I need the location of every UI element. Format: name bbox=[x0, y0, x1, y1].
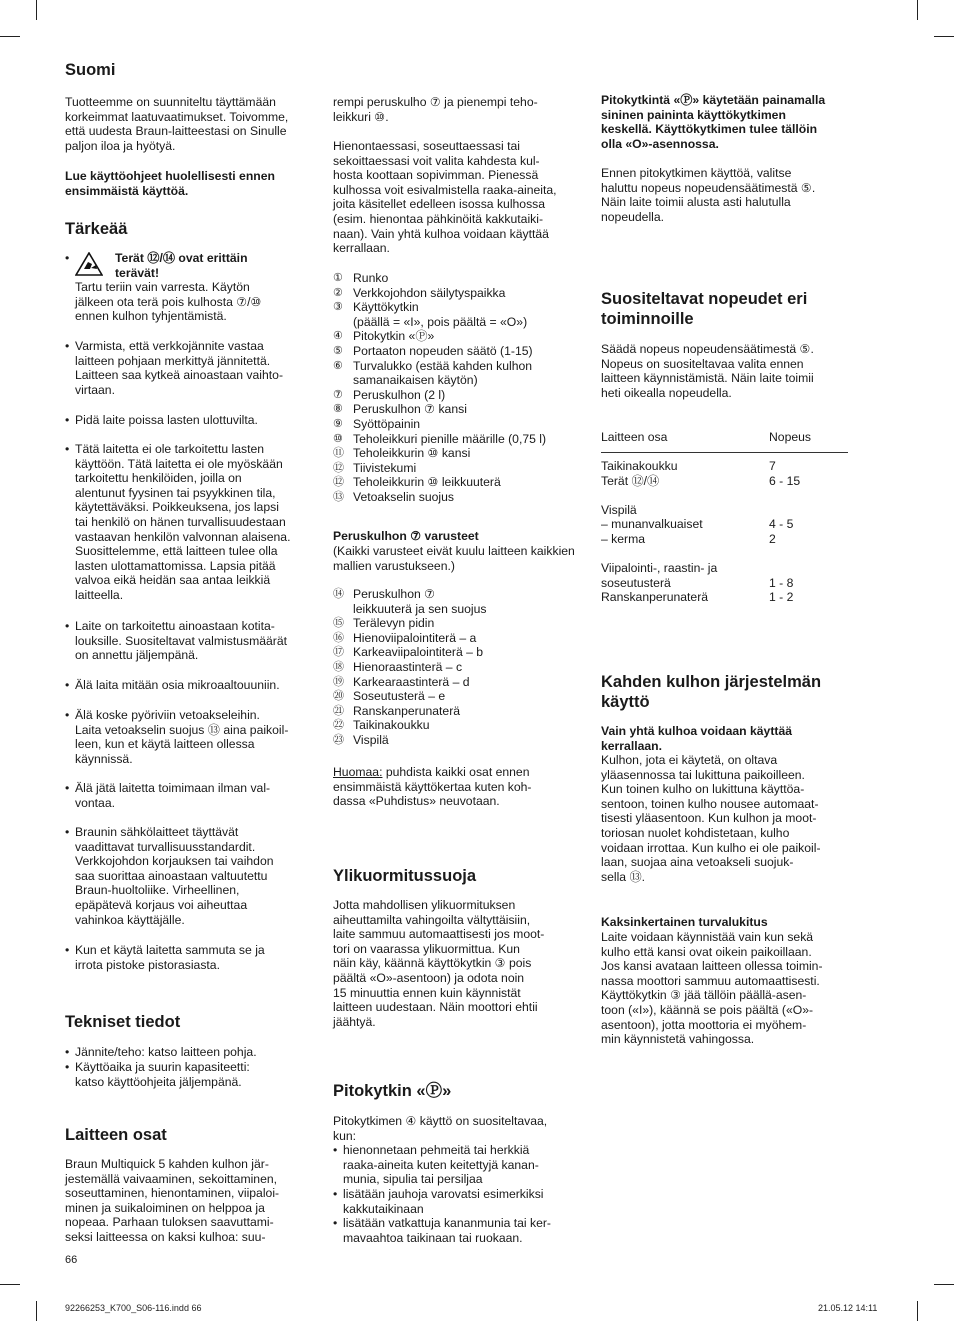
table-cell: Viipalointi-, raastin- ja bbox=[601, 561, 718, 576]
item-number: ④ bbox=[333, 330, 343, 343]
list-item: • Varmista, että verkkojännite vastaa laitteen pohjaan merkittyä jännitettä. Laitteen saa kytkeä ainoastaan vaihto- virtaan. bbox=[65, 339, 315, 397]
list-item bbox=[333, 631, 578, 646]
parts-intro-cont: rempi peruskulho ⑦ ja pienempi teho- leikkuri ⑩. bbox=[333, 95, 538, 124]
list-item bbox=[333, 286, 578, 301]
section-title-parts: Laitteen osat bbox=[65, 1126, 167, 1144]
speed-table bbox=[601, 459, 848, 605]
blade-text: Tartu teriin vain varresta. Käytön jälkeen ota terä pois kulhosta ⑦/⑩ ennen kulhon tyhjentämistä. bbox=[75, 280, 262, 324]
list-item bbox=[333, 446, 578, 461]
read-note: Lue käyttöohjeet huolellisesti ennen ensimmäistä käyttöä. bbox=[65, 169, 275, 198]
list-item bbox=[333, 718, 578, 733]
intro-text: Tuotteemme on suunniteltu täyttämään korkeimmat laatuvaatimukset. Toivomme, että uudesta Braun-laitteestasi on Sinulle paljon iloa ja hyötyä. bbox=[65, 95, 289, 153]
item-label: Pitokytkin «Ⓟ» bbox=[353, 329, 435, 344]
list-item bbox=[333, 461, 578, 476]
bowl-choice-text: Hienontaessasi, soseuttaessasi tai sekoittaessasi voit valita kahdesta kul- hosta koottaan sopivimman. Pienessä kulhossa voit esivalmistella raaka-aineita, joita käsitellet edelleen isossa kulhossa (esim. hienontaa pähkinöitä kakkutaiki- naan). Vain yhtä kulhoa voidaan käyttää kerrallaan. bbox=[333, 139, 557, 256]
crop-mark bbox=[36, 0, 37, 20]
bullet-dot: • bbox=[65, 251, 70, 265]
overload-text: Jotta mahdollisen ylikuormituksen aiheuttamilta vahingoilta vältyttäisiin, laite sammuu automaattisesti jos moot- tori on vaarassa ylikuormittua. Kun näin käy, käännä käyttökytkin ③ pois päältä «O»-asentoon) ja odota noin 15 minuuttia ennen kuin käynnistät laitteen uudestaan. Näin moottori ehtii jäähtyä. bbox=[333, 898, 545, 1029]
blade-warning-icon bbox=[75, 252, 103, 276]
table-cell: Terät ⑫/⑭ bbox=[601, 473, 660, 488]
accessories-list bbox=[333, 587, 578, 748]
list-item bbox=[333, 733, 578, 748]
list-item: • Älä jätä laitetta toimimaan ilman val- vontaa. bbox=[65, 781, 315, 810]
table-cell: 7 bbox=[769, 459, 776, 473]
crop-mark bbox=[0, 1284, 20, 1285]
table-row bbox=[601, 547, 848, 562]
table-row bbox=[601, 517, 848, 532]
item-label: Karkearaastinterä – d bbox=[353, 674, 470, 689]
list-item bbox=[333, 704, 578, 719]
crop-mark bbox=[917, 0, 918, 20]
list-item bbox=[333, 300, 578, 329]
table-cell: 1 - 2 bbox=[769, 590, 794, 605]
accessories-note: (Kaikki varusteet eivät kuulu laitteen kaikkien mallien varustukseen.) bbox=[333, 544, 575, 573]
table-row bbox=[601, 488, 848, 503]
item-label: Runko bbox=[353, 271, 389, 285]
item-number: ⑤ bbox=[333, 344, 343, 357]
item-number: ⑫ bbox=[333, 461, 344, 474]
list-item bbox=[333, 388, 578, 403]
section-title-tech: Tekniset tiedot bbox=[65, 1013, 181, 1031]
safety-lock-title: Kaksinkertainen turvalukitus bbox=[601, 915, 768, 929]
list-item bbox=[333, 616, 578, 631]
item-label: Käyttökytkin (päällä = «I», pois päältä = «O») bbox=[353, 300, 528, 329]
item-label: Karkeaviipalointiterä – b bbox=[353, 645, 484, 660]
list-item bbox=[333, 675, 578, 690]
item-number: ⑨ bbox=[333, 417, 343, 430]
list-item bbox=[333, 402, 578, 417]
list-item bbox=[333, 432, 578, 447]
item-number: ⑬ bbox=[333, 490, 344, 503]
item-label: Taikinakoukku bbox=[353, 718, 430, 733]
table-row bbox=[601, 503, 848, 518]
item-label: Ranskanperunaterä bbox=[353, 703, 461, 718]
table-row bbox=[601, 459, 848, 474]
crop-mark bbox=[917, 1301, 918, 1321]
list-item bbox=[333, 271, 578, 286]
item-label: Teholeikkurin ⑩ kansi bbox=[353, 446, 471, 461]
item-number: ⑱ bbox=[333, 660, 344, 673]
table-cell: 4 - 5 bbox=[769, 517, 794, 532]
cleaning-note bbox=[333, 765, 578, 809]
list-item bbox=[333, 689, 578, 704]
section-title-overload: Ylikuormitussuoja bbox=[333, 867, 477, 885]
table-row bbox=[601, 474, 848, 489]
two-bowl-note: Vain yhtä kulhoa voidaan käyttää kerrallaan. bbox=[601, 724, 793, 753]
item-label: Vispilä bbox=[353, 732, 389, 747]
list-item bbox=[333, 417, 578, 432]
item-number: ⑲ bbox=[333, 675, 344, 688]
parts-intro: Braun Multiquick 5 kahden kulhon jär- jestemällä vaivaaminen, sekoittaminen, soseuttaminen, hienontaminen, viipaloi- minen ja suikaloiminen on helppoa ja nopeaa. Parhaan tuloksen saavuttami- seksi laitteessa on kaksi kulhoa: suu- bbox=[65, 1157, 280, 1244]
page-number: 66 bbox=[65, 1254, 78, 1266]
item-number: ㉒ bbox=[333, 719, 344, 732]
item-number: ⑳ bbox=[333, 690, 344, 703]
list-item: • Älä koske pyöriviin vetoakseleihin. Laita vetoakselin suojus ⑬ aina paikoil- leen, kun et käytä laitteen ollessa käynnissä. bbox=[65, 708, 315, 766]
pulse-instruction: Pitokytkintä «Ⓟ» käytetään painamalla sininen paininta käyttökytkimen keskellä. Käyttökytkimen tulee tällöin olla «O»-asennossa. bbox=[601, 93, 826, 151]
item-number: ㉓ bbox=[333, 733, 344, 746]
crop-mark bbox=[934, 36, 954, 37]
table-row bbox=[601, 590, 848, 605]
list-item: • lisätään vatkattuja kananmunia tai ker- mavaahtoa taikinaan tai ruokaan. bbox=[333, 1216, 583, 1245]
item-number: ⑫ bbox=[333, 476, 344, 489]
speeds-text: Säädä nopeus nopeudensäätimestä ⑤. Nopeus on suositeltavaa valita ennen laitteen käynnistämistä. Näin laite toimii heti oikealla nopeudella. bbox=[601, 342, 814, 400]
item-label: Verkkojohdon säilytyspaikka bbox=[353, 285, 506, 300]
section-title-speeds: Suositeltavat nopeudet eri toiminnoille bbox=[601, 290, 808, 328]
crop-mark bbox=[934, 1284, 954, 1285]
crop-mark bbox=[0, 36, 20, 37]
pulse-text: Pitokytkimen ④ käyttö on suositeltavaa, kun: bbox=[333, 1114, 548, 1143]
blade-warning: Terät ⑫/⑭ ovat erittäin terävät! bbox=[115, 251, 248, 280]
item-number: ⑪ bbox=[333, 447, 344, 460]
list-item bbox=[333, 645, 578, 660]
table-divider bbox=[601, 452, 848, 453]
pulse-speed-text: Ennen pitokytkimen käyttöä, valitse haluttu nopeus nopeudensäätimestä ⑤. Näin laite toimii alusta asti halutulla nopeudella. bbox=[601, 166, 816, 224]
table-cell: Taikinakoukku bbox=[601, 459, 678, 473]
item-label: Tiivistekumi bbox=[353, 460, 417, 475]
item-number: ② bbox=[333, 286, 343, 299]
list-item: • Tätä laitetta ei ole tarkoitettu lasten käyttöön. Tätä laitetta ei ole myöskään tarkoitettu henkilöiden, joilla on alentunut fyysinen tai psyykkinen tila, käytettäväksi. Poikkeuksena, jos lapsi tai henkilö on hänen turvallisuudestaan vastaavan henkilön valvonnan alaisena. Suosittelemme, että laitteen tulee olla lasten ulottamattomissa. Lapsia pitää valvoa eikä heidän saa antaa leikkiä laitteella. bbox=[65, 442, 315, 603]
item-number: ⑧ bbox=[333, 403, 343, 416]
item-label: Portaaton nopeuden säätö (1-15) bbox=[353, 343, 533, 358]
item-label: Vetoakselin suojus bbox=[353, 489, 454, 504]
safety-lock-text: Laite voidaan käynnistää vain kun sekä kulho että kansi ovat oikein paikoillaan. Jos kansi avataan laitteen ollessa toimin- nassa moottori sammuu automaattisesti. Käyttökytkin ③ jää tällöin päällä-asen- toon («I»), käännä se pois päältä («O»- asentoon), jotta moottoria ei myöhem- min käynnistetä vahingossa. bbox=[601, 930, 823, 1047]
item-number: ⑥ bbox=[333, 359, 343, 372]
section-title-two-bowl: Kahden kulhon järjestelmän käyttö bbox=[601, 673, 822, 711]
table-cell: Vispilä bbox=[601, 502, 637, 517]
list-item bbox=[333, 359, 578, 388]
table-cell: Ranskanperunaterä bbox=[601, 590, 709, 605]
crop-mark bbox=[36, 1301, 37, 1321]
item-label: Soseutusterä – e bbox=[353, 689, 446, 704]
table-cell: – munanvalkuaiset bbox=[601, 517, 703, 532]
list-item bbox=[333, 329, 578, 344]
item-label: Hienoviipalointiterä – a bbox=[353, 630, 477, 645]
section-title-important: Tärkeää bbox=[65, 220, 128, 238]
item-label: Terälevyn pidin bbox=[353, 616, 435, 631]
item-label: Syöttöpainin bbox=[353, 416, 421, 431]
item-number: ⑯ bbox=[333, 631, 344, 644]
item-label: Hienoraastinterä – c bbox=[353, 659, 463, 674]
table-header-cell: Nopeus bbox=[769, 430, 812, 444]
list-item: • Käyttöaika ja suurin kapasiteetti: katso käyttöohjeita jäljempänä. bbox=[65, 1060, 315, 1089]
list-item: • Jännite/teho: katso laitteen pohja. bbox=[65, 1045, 315, 1060]
accessories-title: Peruskulhon ⑦ varusteet bbox=[333, 529, 479, 543]
list-item: • Laite on tarkoitettu ainoastaan kotita- louksille. Suositeltavat valmistusmäärät on annettu jäljempänä. bbox=[65, 619, 315, 663]
footer-file: 92266253_K700_S06-116.indd 66 bbox=[65, 1303, 202, 1313]
parts-list bbox=[333, 271, 578, 505]
item-number: ① bbox=[333, 272, 343, 284]
table-cell: – kerma bbox=[601, 531, 646, 546]
two-bowl-text: Kulhon, jota ei käytetä, on oltava yläasennossa tai lukittuna paikoilleen. Kun toinen kulho on lukittuna käyttöa- sentoon, toinen kulho nousee automaat- tisesti yläasentoon. Kun kulhon ja moot- toriosan nuolet kohdistetaan, kulho voidaan irrottaa. Kun kulho ei ole paikoil- laan, suojaa aina vetoakseli suojuk- sella ⑬. bbox=[601, 753, 821, 884]
item-number: ⑦ bbox=[333, 388, 343, 401]
list-item: • hienonnetaan pehmeitä tai herkkiä raaka-aineita kuten keitettyjä kanan- munia, sipulia tai persiljaa bbox=[333, 1143, 583, 1187]
list-item: • Kun et käytä laitetta sammuta se ja irrota pistoke pistorasiasta. bbox=[65, 943, 315, 972]
table-row bbox=[601, 576, 848, 591]
item-label: Turvalukko (estää kahden kulhon samanaikaisen käytön) bbox=[353, 358, 533, 388]
list-item bbox=[333, 490, 578, 505]
table-cell: soseutusterä bbox=[601, 575, 671, 590]
list-item: • Pidä laite poissa lasten ulottuvilta. bbox=[65, 413, 315, 428]
list-item bbox=[333, 475, 578, 490]
section-title-pulse: Pitokytkin «Ⓟ» bbox=[333, 1082, 452, 1100]
item-label: Peruskulhon (2 l) bbox=[353, 387, 446, 402]
table-cell: 1 - 8 bbox=[769, 575, 794, 590]
item-number: ⑮ bbox=[333, 617, 344, 630]
item-label: Peruskulhon ⑦ kansi bbox=[353, 402, 467, 417]
item-label: Peruskulhon ⑦ leikkuuterä ja sen suojus bbox=[353, 587, 487, 616]
list-item: • lisätään jauhoja varovatsi esimerkiksi kakkutaikinaan bbox=[333, 1187, 583, 1216]
section-title-suomi: Suomi bbox=[65, 61, 116, 79]
item-number: ⑭ bbox=[333, 588, 344, 600]
list-item bbox=[333, 587, 578, 616]
table-cell: 2 bbox=[769, 531, 776, 546]
note-text: puhdista kaikki osat ennen ensimmäistä käyttökertaa kuten koh- dassa «Puhdistus» neuvotaan. bbox=[333, 765, 532, 809]
item-number: ⑰ bbox=[333, 646, 344, 659]
table-row bbox=[601, 561, 848, 576]
table-row bbox=[601, 532, 848, 547]
list-item bbox=[333, 660, 578, 675]
note-label: Huomaa: bbox=[333, 765, 383, 779]
item-label: Teholeikkuri pienille määrille (0,75 l) bbox=[353, 431, 547, 446]
table-cell: 6 - 15 bbox=[769, 473, 801, 488]
item-number: ⑩ bbox=[333, 432, 343, 445]
table-header-cell: Laitteen osa bbox=[601, 430, 668, 444]
list-item bbox=[333, 344, 578, 359]
item-label: Teholeikkurin ⑩ leikkuuterä bbox=[353, 475, 501, 490]
item-number: ㉑ bbox=[333, 704, 344, 717]
list-item: • Braunin sähkölaitteet täyttävät vaadittavat turvallisuusstandardit. Verkkojohdon korjauksen tai vaihdon saa suorittaa ainoastaan valtuutettu Braun-huoltoliike. Virheellinen, epäpätevä korjaus voi aiheuttaa vahinkoa käyttäjälle. bbox=[65, 825, 315, 927]
footer-date: 21.05.12 14:11 bbox=[818, 1303, 878, 1313]
list-item: • Älä laita mitään osia mikroaaltouuniin. bbox=[65, 678, 315, 693]
item-number: ③ bbox=[333, 301, 343, 314]
